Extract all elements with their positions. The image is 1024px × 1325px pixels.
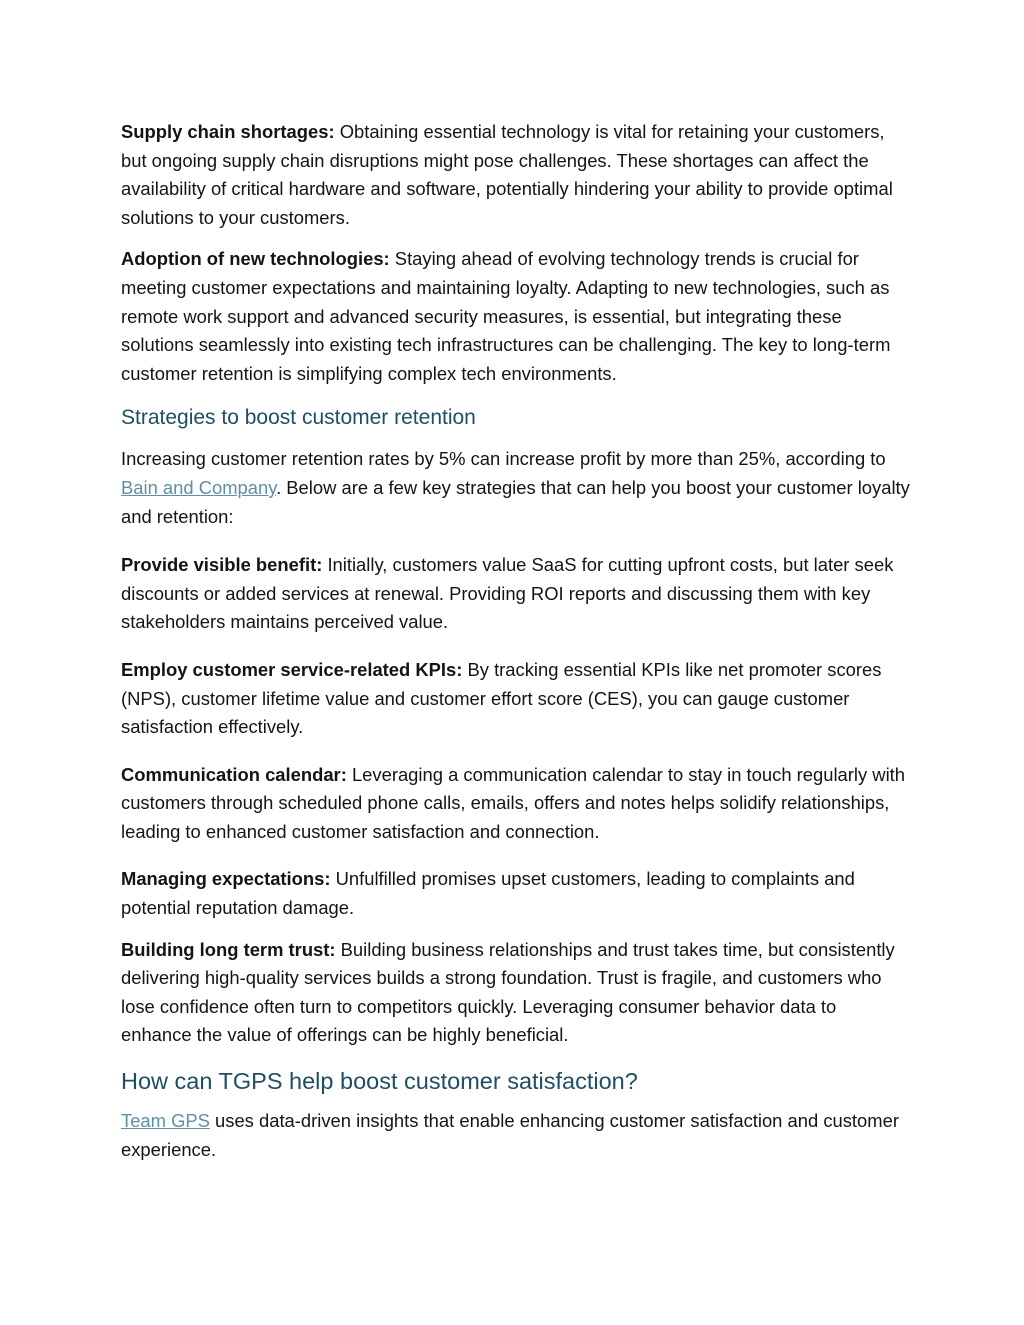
term-adoption-new-technologies: Adoption of new technologies: [121, 248, 390, 270]
paragraph-supply-chain-shortages [121, 118, 911, 232]
document-page [121, 118, 911, 1164]
text-adoption-new-technologies: Staying ahead of evolving technology trends is crucial for meeting customer expectations and maintaining loyalty. Adapting to new technologies, such as remote work support and advanced security measures, is essential, but integrating these solutions seamlessly into existing tech infrastructures can be challenging. The key to long-term customer retention is simplifying complex tech environments. [121, 248, 891, 384]
paragraph-communication-calendar [121, 761, 911, 847]
term-communication-calendar: Communication calendar: [121, 763, 347, 785]
team-gps-link[interactable]: Team GPS [121, 1110, 210, 1132]
paragraph-provide-visible-benefit [121, 551, 911, 637]
text-customer-service-kpis: By tracking essential KPIs like net promoter scores (NPS), customer lifetime value and customer effort score (CES), you can gauge customer satisfaction effectively. [121, 658, 882, 738]
text-building-long-term-trust: Building business relationships and trust takes time, but consistently delivering high-quality services builds a strong foundation. Trust is fragile, and customers who lose confidence often turn to competitors quickly. Leveraging consumer behavior data to enhance the value of offerings can be highly beneficial. [121, 938, 895, 1046]
term-provide-visible-benefit: Provide visible benefit: [121, 554, 323, 576]
intro-text-after-link: . Below are a few key strategies that can help you boost your customer loyalty and retention: [121, 476, 910, 527]
term-supply-chain-shortages: Supply chain shortages: [121, 121, 335, 142]
text-communication-calendar: Leveraging a communication calendar to stay in touch regularly with customers through scheduled phone calls, emails, offers and notes helps solidify relationships, leading to enhanced customer satisfaction and connection. [121, 763, 905, 842]
paragraph-adoption-new-technologies [121, 245, 911, 388]
text-team-gps: uses data-driven insights that enable enhancing customer satisfaction and customer experience. [121, 1110, 899, 1160]
text-supply-chain-shortages: Obtaining essential technology is vital for retaining your customers, but ongoing supply chain disruptions might pose challenges. These shortages can affect the availability of critical hardware and software, potentially hindering your ability to provide optimal solutions to your customers. [121, 121, 893, 228]
paragraph-customer-service-kpis [121, 656, 911, 742]
paragraph-managing-expectations [121, 865, 911, 922]
text-managing-expectations: Unfulfilled promises upset customers, leading to complaints and potential reputation damage. [121, 868, 855, 919]
term-building-long-term-trust: Building long term trust: [121, 938, 336, 960]
paragraph-building-long-term-trust [121, 936, 911, 1050]
heading-tgps: How can TGPS help boost customer satisfaction? [121, 1068, 638, 1095]
heading-strategies: Strategies to boost customer retention [121, 406, 476, 430]
term-customer-service-kpis: Employ customer service-related KPIs: [121, 658, 463, 680]
bain-and-company-link[interactable]: Bain and Company [121, 476, 277, 498]
term-managing-expectations: Managing expectations: [121, 868, 331, 890]
paragraph-team-gps [121, 1107, 911, 1164]
paragraph-strategies-intro [121, 445, 911, 531]
text-provide-visible-benefit: Initially, customers value SaaS for cutting upfront costs, but later seek discounts or added services at renewal. Providing ROI reports and discussing them with key stakeholders maintains perceived value. [121, 554, 894, 633]
intro-text-before-link: Increasing customer retention rates by 5% can increase profit by more than 25%, according to [121, 448, 886, 470]
